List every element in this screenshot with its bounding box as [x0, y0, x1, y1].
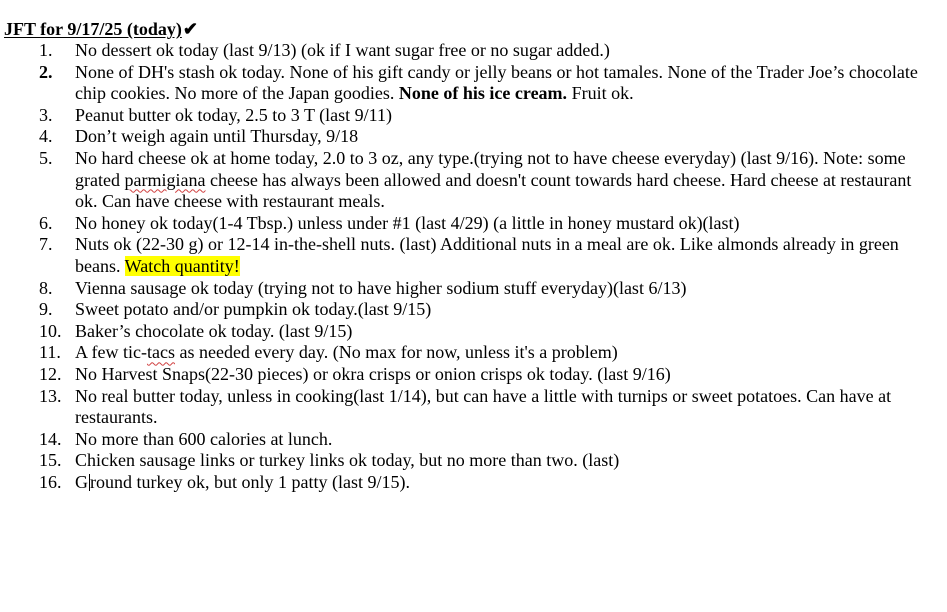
list-item-number: 16. [39, 471, 62, 492]
list-item [4, 105, 944, 127]
list-item-number: 14. [39, 428, 62, 449]
list-item-number: 11. [39, 342, 61, 363]
list-item-number: 4. [39, 126, 53, 147]
list-item-text: G [75, 471, 88, 492]
list-item-text: A few tic- [75, 342, 147, 363]
list-item [4, 429, 944, 451]
list-item-number: 15. [39, 450, 62, 471]
list-item-text: Vienna sausage ok today (trying not to have higher sodium stuff everyday)(last 6/13) [75, 277, 687, 298]
list-item-number: 12. [39, 363, 62, 384]
list-item-number: 9. [39, 299, 53, 320]
list-item [4, 321, 944, 343]
list-item [4, 450, 944, 472]
list-item-number: 10. [39, 320, 62, 341]
list-item-text: Chicken sausage links or turkey links ok today, but no more than two. (last) [75, 450, 620, 471]
checkmark-icon: ✔ [182, 19, 198, 39]
list-item-number: 5. [39, 147, 53, 168]
numbered-list [4, 40, 944, 493]
list-item-text: Nuts ok (22-30 g) or 12-14 in-the-shell nuts. (last) Additional nuts in a meal are ok. Like almonds already in green beans. [75, 234, 899, 276]
list-item-text: round turkey ok, but only 1 patty (last 9/15). [90, 471, 410, 492]
list-item [4, 364, 944, 386]
list-item-text: as needed every day. (No max for now, unless it's a problem) [174, 342, 618, 363]
list-item [4, 62, 944, 105]
list-item-text: cheese has always been allowed and doesn't count towards hard cheese. Hard cheese at restaurant ok. Can have cheese with restaurant meals. [75, 169, 912, 212]
list-item-number: 8. [39, 277, 53, 298]
list-item-number: 2. [39, 61, 53, 82]
document-title [4, 18, 198, 40]
list-item [4, 213, 944, 235]
list-item-text: No Harvest Snaps(22-30 pieces) or okra crisps or onion crisps ok today. (last 9/16) [75, 363, 671, 384]
list-item-number: 1. [39, 40, 53, 60]
list-item-text: No real butter today, unless in cooking(last 1/14), but can have a little with turnips or sweet potatoes. Can have at restaurants. [75, 385, 892, 428]
title-text: JFT for 9/17/25 (today) [4, 19, 182, 39]
list-item-text: Baker’s chocolate ok today. (last 9/15) [75, 320, 353, 341]
list-item [4, 299, 944, 321]
list-item [4, 234, 944, 277]
highlighted-text: Watch quantity! [124, 255, 240, 276]
list-item [4, 126, 944, 148]
list-item-text: No dessert ok today (last 9/13) (ok if I want sugar free or no sugar added.) [75, 40, 610, 60]
list-item-text: No honey ok today(1-4 Tbsp.) unless under #1 (last 4/29) (a little in honey mustard ok)(last) [75, 212, 740, 233]
list-item-text: Don’t weigh again until Thursday, 9/18 [75, 126, 359, 147]
list-item-text: Fruit ok. [567, 83, 634, 104]
list-item-number: 7. [39, 234, 53, 255]
list-item-text: Peanut butter ok today, 2.5 to 3 T (last 9/11) [75, 104, 392, 125]
list-item [4, 148, 944, 213]
list-item-text: Sweet potato and/or pumpkin ok today.(last 9/15) [75, 299, 432, 320]
list-item-number: 13. [39, 385, 62, 406]
list-item-text: None of DH's stash ok today. None of his gift candy or jelly beans or hot tamales. None of the Trader Joe’s chocolate chip cookies. No more of the Japan goodies. [75, 61, 918, 104]
spellcheck-flagged-word: parmigiana [124, 169, 206, 190]
list-item [4, 472, 944, 494]
list-item-text: No more than 600 calories at lunch. [75, 428, 333, 449]
list-item [4, 386, 944, 429]
list-item-text: No hard cheese ok at home today, 2.0 to 3 oz, any type.(trying not to have cheese everyday) (last 9/16). Note: some grated [75, 147, 906, 190]
list-item [4, 342, 944, 364]
spellcheck-flagged-word: tacs [146, 342, 175, 363]
list-item [4, 278, 944, 300]
list-item-text: None of his ice cream. [398, 83, 568, 104]
list-item-number: 6. [39, 212, 53, 233]
list-item [4, 40, 944, 62]
list-item-number: 3. [39, 104, 53, 125]
